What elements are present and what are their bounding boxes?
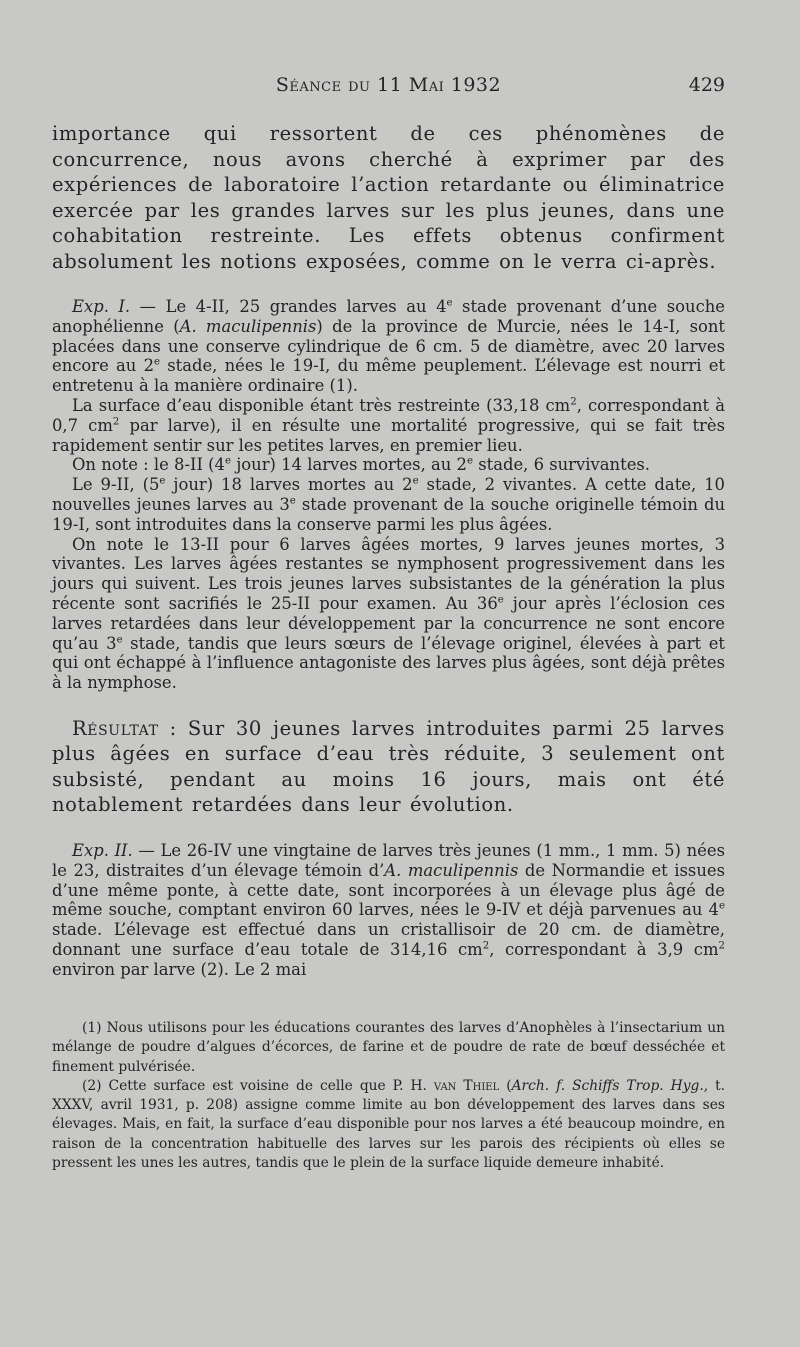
exp1-p4-text-b: jour) 18 larves mortes au 2 bbox=[165, 475, 413, 495]
superscript: e bbox=[718, 900, 725, 912]
result-label: Résultat bbox=[72, 716, 159, 740]
superscript: 2 bbox=[570, 396, 577, 408]
exp2-paragraph bbox=[52, 841, 725, 980]
exp1-p1-text-d: stade, nées le 19-I, du même peuplement. L’élevage est nourri et entretenu à la manière ordinaire (1). bbox=[52, 356, 725, 396]
exp1-p5-text-a: On note le 13-II pour 6 larves âgées mortes, 9 larves jeunes mortes, 3 vivantes. Les larves âgées restantes se nymphosent progressivement dans les jours qui suivent. Les trois jeunes larves subsistantes de la génération la plus récente sont sacrifiés le 25-II pour examen. Au 36 bbox=[52, 534, 725, 613]
exp2-text-a: — Le 26-IV une vingtaine de larves très jeunes (1 mm., 1 mm. 5) nées le 23, distraites d’un élevage témoin d’ bbox=[52, 840, 725, 880]
footnote-2-text-a: (2) Cette surface est voisine de celle que P. H. bbox=[82, 1077, 434, 1094]
exp1-paragraph-4 bbox=[52, 475, 725, 534]
exp1-p3-text-c: stade, 6 survivantes. bbox=[472, 455, 651, 475]
footnote-2-author: van Thiel bbox=[433, 1077, 500, 1094]
superscript: 2 bbox=[112, 416, 120, 428]
exp1-p2-text-a: La surface d’eau disponible étant très restreinte (33,18 cm bbox=[72, 395, 571, 415]
superscript: e bbox=[154, 356, 161, 368]
superscript: e bbox=[446, 297, 453, 309]
exp1-p1-text-a: — Le 4-II, 25 grandes larves au 4 bbox=[130, 297, 447, 316]
running-head: Séance du 11 Mai 1932 bbox=[275, 74, 502, 96]
species-name: A. maculipennis bbox=[384, 860, 519, 880]
exp1-paragraph-3 bbox=[52, 455, 725, 475]
superscript: e bbox=[466, 455, 473, 467]
exp1-p1-text-b: stade provenant d’une souche anophélienne ( bbox=[52, 297, 726, 336]
intro-paragraph: importance qui ressortent de ces phénomènes de concurrence, nous avons cherché à exprimer par des expériences de laboratoire l’action retardante ou éliminatrice exercée par les grandes larves sur les plus jeunes, dans une cohabitation restreinte. Les effets obtenus confirment absolument les notions exposées, comme on le verra ci-après. bbox=[52, 122, 725, 273]
exp2-text-d: , correspondant à 3,9 cm bbox=[489, 939, 719, 959]
exp1-p2-text-c: par larve), il en résulte une mortalité progressive, qui se fait très rapidement sentir sur les petites larves, en premier lieu. bbox=[52, 415, 725, 455]
exp2-text-b: de Normandie et issues d’une même ponte, à cette date, sont incorporées à un élevage plus âgé de même souche, comptant environ 60 larves, nées le 9-IV et déjà parvenues au 4 bbox=[52, 860, 725, 920]
footnote-2-journal: Arch. f. Schiffs Trop. Hyg. bbox=[511, 1077, 704, 1094]
superscript: 2 bbox=[718, 940, 725, 952]
exp2-label: Exp. II. bbox=[72, 840, 133, 860]
superscript: e bbox=[159, 475, 166, 487]
exp1-p3-text-b: jour) 14 larves mortes, au 2 bbox=[230, 455, 467, 475]
footnotes bbox=[52, 1019, 725, 1173]
footnote-2-text-b: ( bbox=[499, 1077, 512, 1094]
result-paragraph bbox=[52, 716, 725, 818]
exp1-p4-text-c: stade, 2 vivantes. A cette date, 10 nouvelles jeunes larves au 3 bbox=[52, 475, 725, 514]
exp1-paragraph-2 bbox=[52, 396, 725, 455]
exp1-paragraph-5 bbox=[52, 535, 725, 693]
page-number: 429 bbox=[688, 74, 725, 96]
superscript: e bbox=[289, 495, 296, 507]
page-header bbox=[52, 74, 725, 104]
exp1-p4-text-d: stade provenant de la souche originelle témoin du 19-I, sont introduites dans la conserve parmi les plus âgées. bbox=[52, 494, 725, 534]
superscript: e bbox=[116, 634, 123, 646]
footnote-2-text-c: , t. XXXV, avril 1931, p. 208) assigne comme limite au bon développement des larves dans ses élevages. Mais, en fait, la surface d’eau disponible pour nos larves a été beaucoup moindre, en raison de la concentration habituelle des larves sur les parois des récipients où elles se pressent les unes les autres, tandis que le plein de la surface liquide demeure inhabité. bbox=[52, 1077, 726, 1172]
footnote-2 bbox=[52, 1077, 725, 1173]
species-name: A. maculipennis bbox=[179, 316, 317, 336]
exp1-p5-text-c: stade, tandis que leurs sœurs de l’élevage originel, élevées à part et qui ont échappé à l’influence antagoniste des larves plus âgées, sont déjà prêtes à la nymphose. bbox=[52, 633, 725, 693]
exp1-p2-text-b: , correspondant à 0,7 cm bbox=[52, 395, 725, 435]
main-text bbox=[52, 121, 725, 980]
exp2-text-e: environ par larve (2). Le 2 mai bbox=[52, 959, 307, 979]
superscript: e bbox=[412, 475, 419, 487]
superscript: e bbox=[497, 594, 504, 606]
footnote-1: (1) Nous utilisons pour les éducations courantes des larves d’Anophèles à l’insectarium un mélange de poudre d’algues d’écorces, de farine et de poudre de rate de bœuf desséchée et finement pulvérisée. bbox=[52, 1020, 725, 1075]
superscript: 2 bbox=[482, 940, 490, 952]
exp1-p4-text-a: Le 9-II, (5 bbox=[72, 475, 160, 495]
exp1-p5-text-b: jour après l’éclosion ces larves retardées dans leur développement par la concurrence ne sont encore qu’au 3 bbox=[52, 593, 725, 653]
exp1-label: Exp. I. bbox=[72, 297, 131, 316]
exp2-text-c: stade. L’élevage est effectué dans un cristallisoir de 20 cm. de diamètre, donnant une surface d’eau totale de 314,16 cm bbox=[52, 920, 725, 959]
superscript: e bbox=[224, 455, 231, 467]
exp1-p3-text-a: On note : le 8-II (4 bbox=[72, 455, 225, 475]
exp1-paragraph-1 bbox=[52, 297, 725, 396]
exp1-p1-text-c: ) de la province de Murcie, nées le 14-I, sont placées dans une conserve cylindrique de 6 cm. 5 de diamètre, avec 20 larves encore au 2 bbox=[52, 316, 726, 376]
result-text: : Sur 30 jeunes larves introduites parmi 25 larves plus âgées en surface d’eau très réduite, 3 seulement ont subsisté, pendant au moins 16 jours, mais ont été notablement retardées dans leur évolution. bbox=[52, 716, 725, 817]
